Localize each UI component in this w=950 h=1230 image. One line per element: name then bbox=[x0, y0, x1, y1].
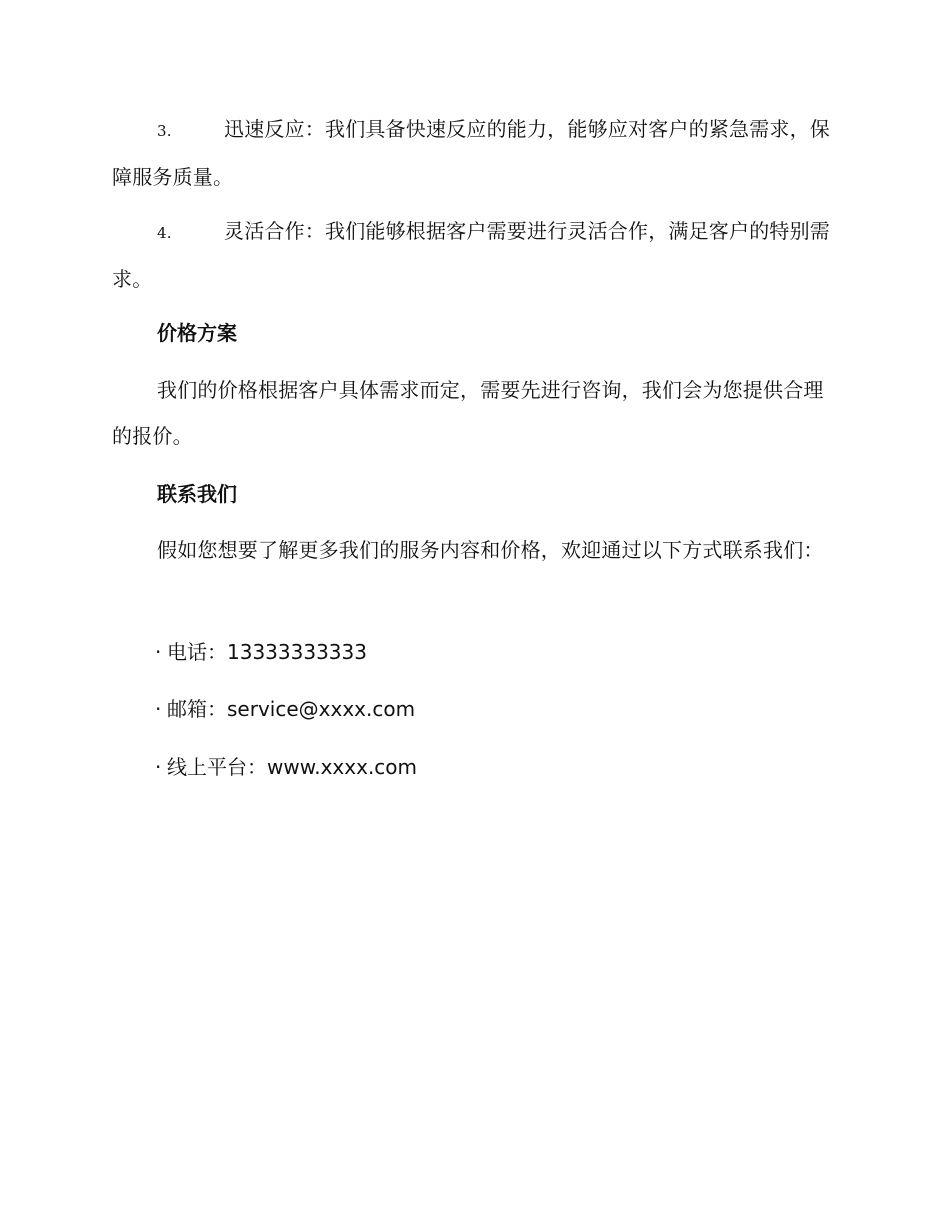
contact-paragraph: 假如您想要了解更多我们的服务内容和价格，欢迎通过以下方式联系我们： bbox=[157, 538, 824, 562]
list-number: 3. bbox=[157, 122, 172, 140]
bullet-icon: · bbox=[155, 755, 162, 779]
contact-value: 13333333333 bbox=[227, 640, 367, 664]
contact-value: www.xxxx.com bbox=[267, 755, 418, 779]
contact-label: 线上平台： bbox=[167, 755, 267, 779]
bullet-icon: · bbox=[155, 697, 162, 721]
contact-item-platform bbox=[155, 752, 417, 782]
contact-label: 邮箱： bbox=[167, 697, 227, 721]
list-item-3 bbox=[112, 106, 837, 200]
contact-heading: 联系我们 bbox=[157, 482, 237, 506]
list-item-text: 迅速反应：我们具备快速反应的能力，能够应对客户的紧急需求，保障服务质量。 bbox=[112, 117, 830, 189]
contact-item-email bbox=[155, 694, 415, 724]
contact-item-phone bbox=[155, 637, 367, 667]
pricing-heading: 价格方案 bbox=[157, 321, 237, 345]
contact-label: 电话： bbox=[167, 640, 227, 664]
pricing-paragraph: 我们的价格根据客户具体需求而定，需要先进行咨询，我们会为您提供合理的报价。 bbox=[112, 378, 824, 448]
list-item-4 bbox=[112, 208, 837, 302]
list-item-text: 灵活合作：我们能够根据客户需要进行灵活合作，满足客户的特别需求。 bbox=[112, 219, 830, 291]
list-number: 4. bbox=[157, 224, 172, 242]
contact-value: service@xxxx.com bbox=[227, 697, 416, 721]
bullet-icon: · bbox=[155, 640, 162, 664]
